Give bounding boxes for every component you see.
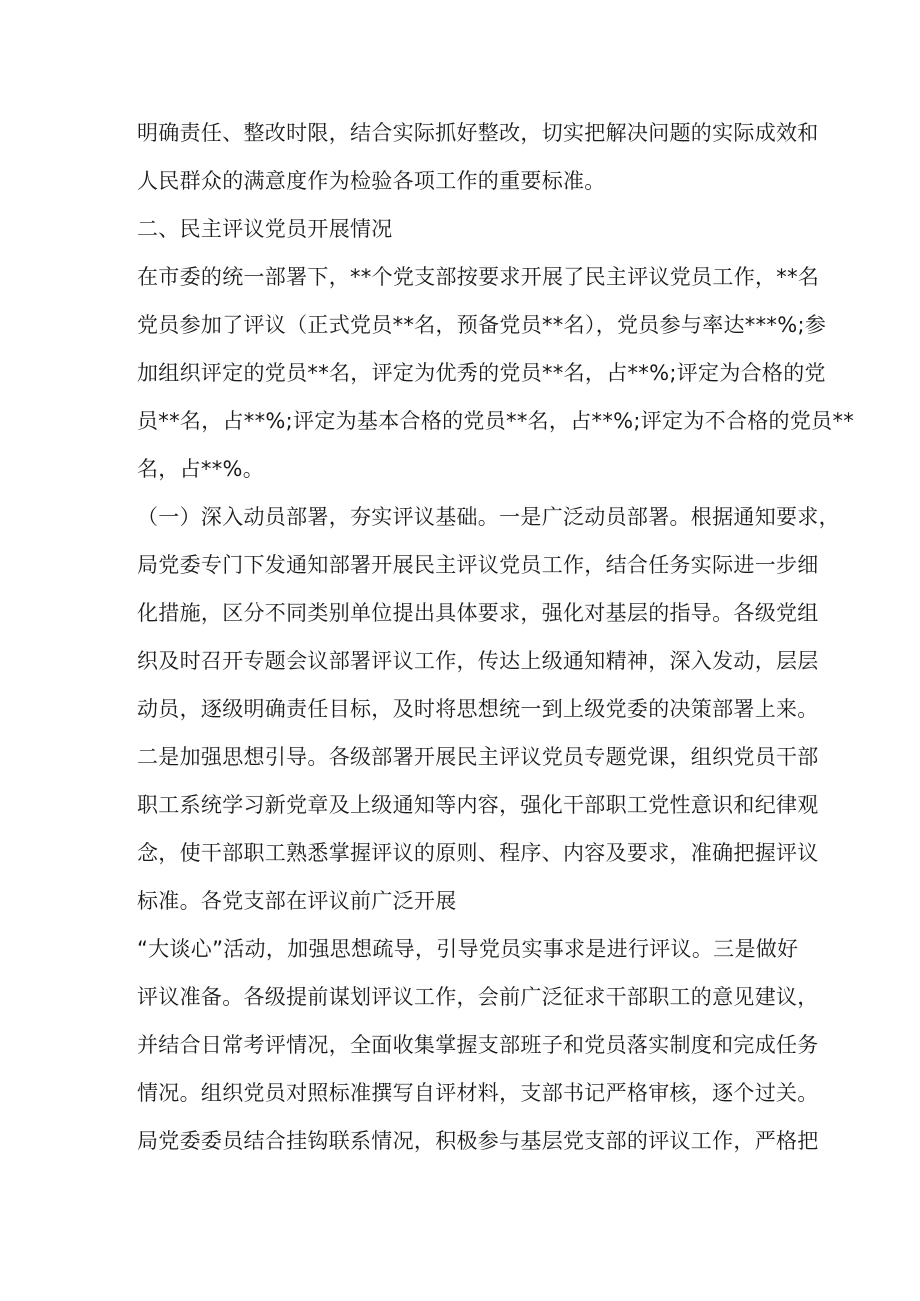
section-heading: 二、民主评议党员开展情况 xyxy=(137,217,393,241)
subsection-line: （一）深入动员部署，夯实评议基础。一是广泛动员部署。根据通知要求， xyxy=(137,505,840,529)
text-line: 明确责任、整改时限，结合实际抓好整改，切实把解决问题的实际成效和 xyxy=(137,121,819,145)
text-line: 二是加强思想引导。各级部署开展民主评议党员专题党课，组织党员干部 xyxy=(137,745,819,769)
text-line: 化措施，区分不同类别单位提出具体要求，强化对基层的指导。各级党组 xyxy=(137,601,819,625)
text-line: 职工系统学习新党章及上级通知等内容，强化干部职工党性意识和纪律观 xyxy=(137,793,819,817)
text-line: 情况。组织党员对照标准撰写自评材料，支部书记严格审核，逐个过关。 xyxy=(137,1081,819,1105)
text-line: 在市委的统一部署下，**个党支部按要求开展了民主评议党员工作，**名 xyxy=(137,265,820,289)
text-line: 局党委委员结合挂钩联系情况，积极参与基层党支部的评议工作，严格把 xyxy=(137,1129,819,1153)
text-line: 党员参加了评议（正式党员**名，预备党员**名），党员参与率达***%;参 xyxy=(137,313,827,337)
text-line: 念，使干部职工熟悉掌握评议的原则、程序、内容及要求，准确把握评议 xyxy=(137,841,819,865)
text-line: 人民群众的满意度作为检验各项工作的重要标准。 xyxy=(137,169,606,193)
text-line: 标准。各党支部在评议前广泛开展 xyxy=(137,889,457,913)
text-line: 局党委专门下发通知部署开展民主评议党员工作，结合任务实际进一步细 xyxy=(137,553,819,577)
text-line: 动员，逐级明确责任目标，及时将思想统一到上级党委的决策部署上来。 xyxy=(137,697,819,721)
text-line: 评议准备。各级提前谋划评议工作，会前广泛征求干部职工的意见建议， xyxy=(137,985,819,1009)
text-line: 加组织评定的党员**名，评定为优秀的党员**名，占**%;评定为合格的党 xyxy=(137,361,826,385)
text-line: 员**名，占**%;评定为基本合格的党员**名，占**%;评定为不合格的党员** xyxy=(137,409,855,433)
text-line: 名，占**%。 xyxy=(137,457,265,481)
text-line: 织及时召开专题会议部署评议工作，传达上级通知精神，深入发动，层层 xyxy=(137,649,819,673)
text-line: 并结合日常考评情况，全面收集掌握支部班子和党员落实制度和完成任务 xyxy=(137,1033,819,1057)
text-line: “大谈心”活动，加强思想疏导，引导党员实事求是进行评议。三是做好 xyxy=(137,937,799,961)
